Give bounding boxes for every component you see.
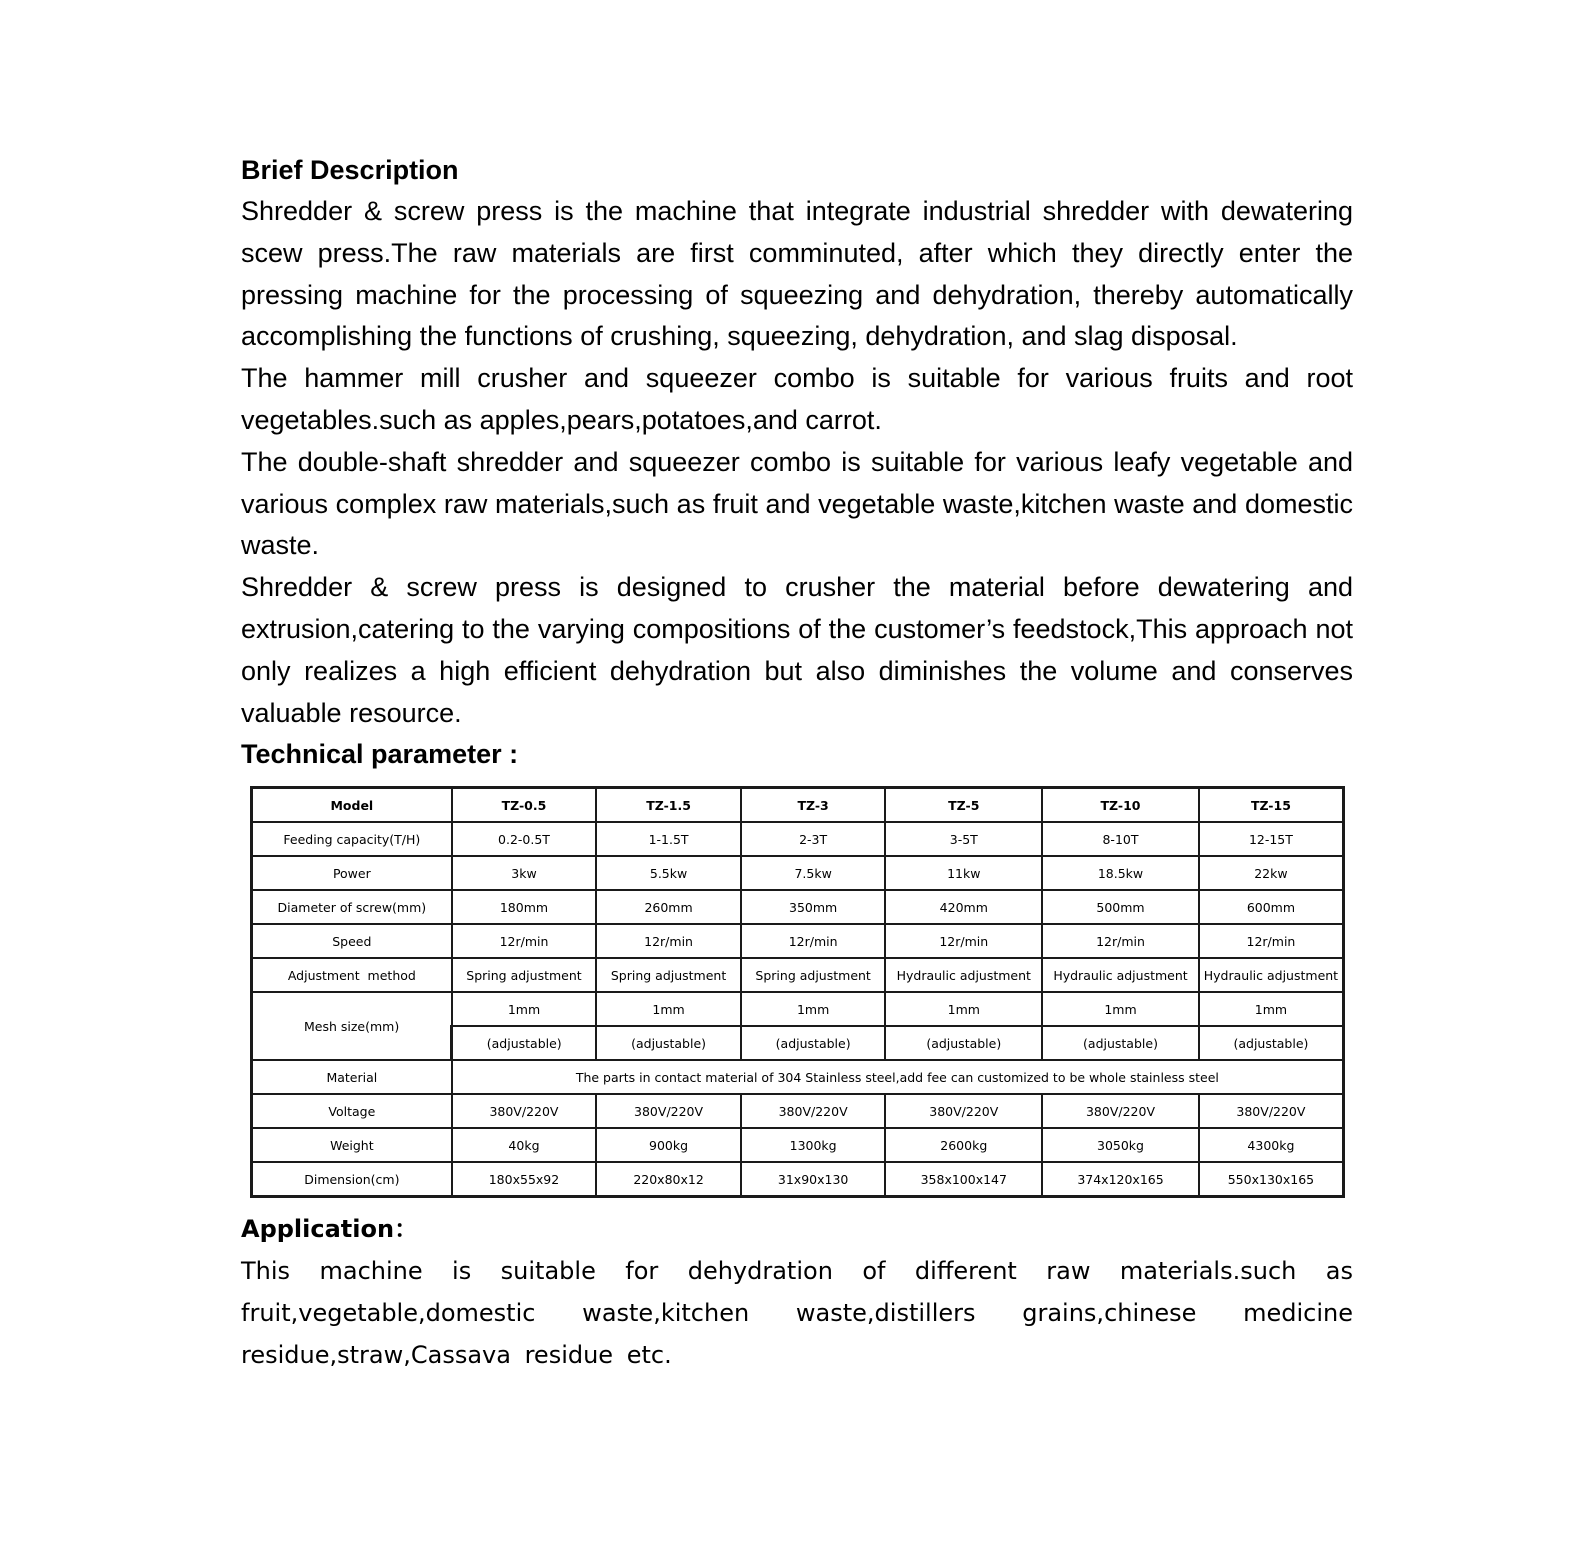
table-cell: 358x100x147 <box>885 1162 1042 1197</box>
table-cell: 380V/220V <box>1199 1094 1344 1128</box>
table-cell: 1mm <box>1042 992 1199 1026</box>
table-cell: 4300kg <box>1199 1128 1344 1162</box>
table-cell: 180mm <box>452 890 597 924</box>
table-cell: Spring adjustment <box>741 958 886 992</box>
table-cell: 12r/min <box>452 924 597 958</box>
table-cell: 3kw <box>452 856 597 890</box>
table-cell: 7.5kw <box>741 856 886 890</box>
table-cell: 1-1.5T <box>596 822 741 856</box>
table-cell: Hydraulic adjustment <box>885 958 1042 992</box>
row-label: Material <box>252 1060 452 1094</box>
table-header-row <box>252 788 1344 823</box>
table-cell: (adjustable) <box>1042 1026 1199 1060</box>
brief-paragraph-3: The double-shaft shredder and squeezer combo is suitable for various leafy vegetable and various complex raw materials,such as fruit and vegetable waste,kitchen waste and domestic waste. <box>241 446 1353 561</box>
table-row <box>252 856 1344 890</box>
table-cell: 1mm <box>452 992 597 1026</box>
table-row <box>252 822 1344 856</box>
table-cell: 12-15T <box>1199 822 1344 856</box>
row-label: Mesh size(mm) <box>252 992 452 1060</box>
table-cell: (adjustable) <box>452 1026 597 1060</box>
table-cell: 380V/220V <box>741 1094 886 1128</box>
table-cell: 600mm <box>1199 890 1344 924</box>
table-cell: 380V/220V <box>885 1094 1042 1128</box>
table-cell: 12r/min <box>1042 924 1199 958</box>
table-cell: Spring adjustment <box>596 958 741 992</box>
table-cell: 380V/220V <box>1042 1094 1199 1128</box>
table-cell: 180x55x92 <box>452 1162 597 1197</box>
row-label: Voltage <box>252 1094 452 1128</box>
table-row <box>252 924 1344 958</box>
table-cell: 12r/min <box>596 924 741 958</box>
document-page <box>241 150 1353 1376</box>
table-cell: 31x90x130 <box>741 1162 886 1197</box>
table-cell: 12r/min <box>1199 924 1344 958</box>
technical-parameter-heading: Technical parameter : <box>241 739 519 770</box>
table-cell: 1mm <box>885 992 1042 1026</box>
table-cell: 0.2-0.5T <box>452 822 597 856</box>
table-cell: (adjustable) <box>885 1026 1042 1060</box>
table-cell: 11kw <box>885 856 1042 890</box>
table-cell: 1mm <box>596 992 741 1026</box>
table-cell: 18.5kw <box>1042 856 1199 890</box>
table-cell: (adjustable) <box>596 1026 741 1060</box>
header-cell: TZ-1.5 <box>596 788 741 823</box>
header-cell: TZ-10 <box>1042 788 1199 823</box>
table-cell: 420mm <box>885 890 1042 924</box>
table-cell: 260mm <box>596 890 741 924</box>
header-cell: TZ-15 <box>1199 788 1344 823</box>
table-cell: 3050kg <box>1042 1128 1199 1162</box>
header-cell: TZ-3 <box>741 788 886 823</box>
row-label: Power <box>252 856 452 890</box>
table-cell: Hydraulic adjustment <box>1042 958 1199 992</box>
brief-paragraph-2: The hammer mill crusher and squeezer combo is suitable for various fruits and root vegetables.such as apples,pears,potatoes,and carrot. <box>241 363 1353 435</box>
table-cell: 22kw <box>1199 856 1344 890</box>
table-row <box>252 1162 1344 1197</box>
table-row <box>252 890 1344 924</box>
material-cell: The parts in contact material of 304 Stainless steel,add fee can customized to be whole stainless steel <box>452 1060 1344 1094</box>
table-row <box>252 958 1344 992</box>
table-cell: 8-10T <box>1042 822 1199 856</box>
row-label: Speed <box>252 924 452 958</box>
row-label: Dimension(cm) <box>252 1162 452 1197</box>
table-cell: Spring adjustment <box>452 958 597 992</box>
brief-description-heading: Brief Description <box>241 155 459 185</box>
row-label: Feeding capacity(T/H) <box>252 822 452 856</box>
table-cell: 350mm <box>741 890 886 924</box>
table-cell: 2600kg <box>885 1128 1042 1162</box>
application-heading: Application： <box>241 1215 419 1244</box>
table-cell: 1mm <box>1199 992 1344 1026</box>
table-cell: (adjustable) <box>741 1026 886 1060</box>
brief-paragraph-4: Shredder & screw press is designed to crusher the material before dewatering and extrusion,catering to the varying compositions of the customer’s feedstock,This approach not only realizes a high efficient dehydration but also diminishes the volume and conserves valuable resource. <box>241 572 1353 728</box>
table-cell: 550x130x165 <box>1199 1162 1344 1197</box>
row-label: Diameter of screw(mm) <box>252 890 452 924</box>
table-cell: 12r/min <box>741 924 886 958</box>
table-cell: 380V/220V <box>596 1094 741 1128</box>
row-label: Weight <box>252 1128 452 1162</box>
application-paragraph: This machine is suitable for dehydration of different raw materials.such as fruit,vegetable,domestic waste,kitchen waste,distillers grains,chinese medicine residue,straw,Cassava residue etc. <box>241 1257 1353 1370</box>
table-cell: 2-3T <box>741 822 886 856</box>
table-cell: 220x80x12 <box>596 1162 741 1197</box>
table-cell: 1300kg <box>741 1128 886 1162</box>
header-cell: TZ-5 <box>885 788 1042 823</box>
table-row <box>252 1094 1344 1128</box>
header-cell: Model <box>252 788 452 823</box>
table-cell: 40kg <box>452 1128 597 1162</box>
technical-parameter-table <box>250 786 1345 1198</box>
table-cell: 380V/220V <box>452 1094 597 1128</box>
table-row <box>252 1128 1344 1162</box>
table-cell: 12r/min <box>885 924 1042 958</box>
table-cell: 500mm <box>1042 890 1199 924</box>
table-row <box>252 1060 1344 1094</box>
table-cell: 1mm <box>741 992 886 1026</box>
row-label: Adjustment method <box>252 958 452 992</box>
header-cell: TZ-0.5 <box>452 788 597 823</box>
brief-paragraph-1: Shredder & screw press is the machine that integrate industrial shredder with dewatering scew press.The raw materials are first comminuted, after which they directly enter the pressing machine for the processing of squeezing and dehydration, thereby automatically accomplishing the functions of crushing, squeezing, dehydration, and slag disposal. <box>241 196 1353 352</box>
table-cell: 3-5T <box>885 822 1042 856</box>
table-cell: Hydraulic adjustment <box>1199 958 1344 992</box>
table-cell: 374x120x165 <box>1042 1162 1199 1197</box>
table-cell: (adjustable) <box>1199 1026 1344 1060</box>
table-cell: 5.5kw <box>596 856 741 890</box>
table-row <box>252 992 1344 1026</box>
table-cell: 900kg <box>596 1128 741 1162</box>
